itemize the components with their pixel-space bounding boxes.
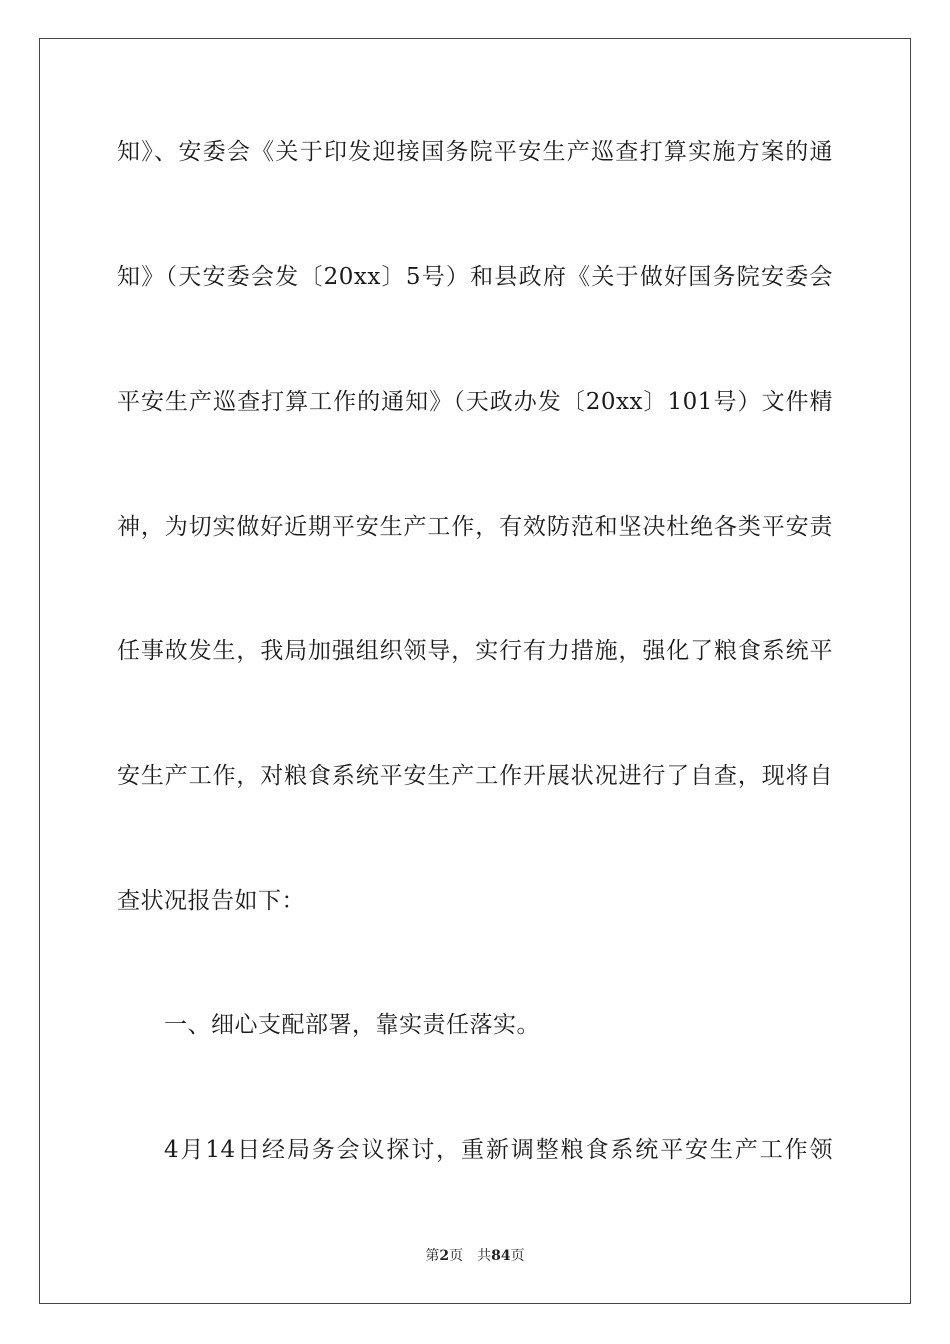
body-line-5: 任事故发生，我局加强组织领导，实行有力措施，强化了粮食系统平	[117, 638, 833, 664]
body-line-7: 查状况报告如下：	[117, 888, 305, 914]
page-frame	[39, 38, 911, 1304]
page-number: 2	[439, 1248, 450, 1264]
total-prefix: 共	[477, 1248, 492, 1264]
body-line-9: 4月14日经局务会议探讨，重新调整粮食系统平安生产工作领	[164, 1137, 833, 1163]
body-line-3: 平安生产巡查打算工作的通知》（天政办发〔20xx〕101号）文件精	[117, 389, 833, 415]
page-footer	[0, 1246, 950, 1266]
page-suffix: 页	[449, 1248, 464, 1264]
total-suffix: 页	[510, 1248, 525, 1264]
body-line-4: 神，为切实做好近期平安生产工作，有效防范和坚决杜绝各类平安责	[117, 514, 833, 540]
body-line-6: 安生产工作，对粮食系统平安生产工作开展状况进行了自查，现将自	[117, 763, 833, 789]
page-prefix: 第	[425, 1248, 440, 1264]
section-heading: 一、细心支配部署，靠实责任落实。	[164, 1012, 540, 1038]
total-pages: 84	[491, 1248, 511, 1264]
body-line-2: 知》（天安委会发〔20xx〕5号）和县政府《关于做好国务院安委会	[117, 264, 833, 290]
body-line-1: 知》、安委会《关于印发迎接国务院平安生产巡查打算实施方案的通	[117, 139, 833, 165]
